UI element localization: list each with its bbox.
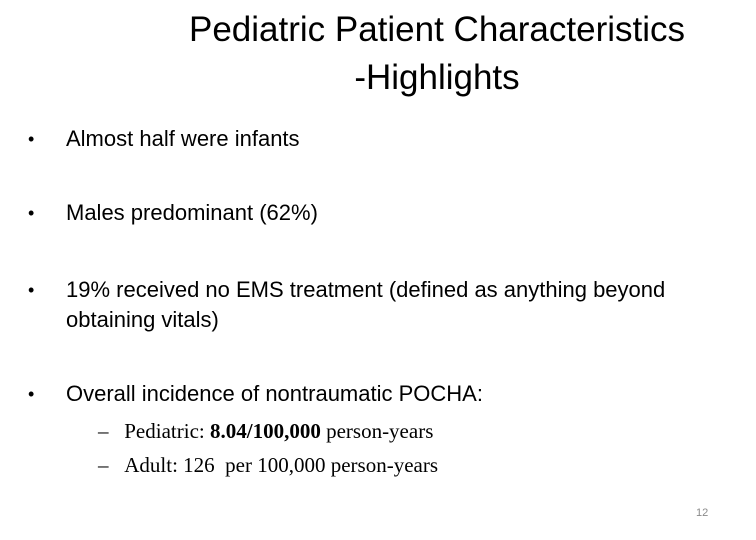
bullet-text: Overall incidence of nontraumatic POCHA: bbox=[66, 381, 483, 406]
bullet-text: Males predominant (62%) bbox=[66, 200, 318, 225]
bullet-dot-icon: • bbox=[28, 384, 35, 404]
bullet-item bbox=[28, 198, 706, 228]
sub-bullet-emphasis: 8.04/100,000 bbox=[209, 419, 321, 443]
page-number: 12 bbox=[696, 507, 709, 519]
sub-bullet-dash-icon: – bbox=[98, 453, 109, 477]
title-line-2: -Highlights bbox=[354, 58, 520, 97]
bullet-text: Almost half were infants bbox=[66, 126, 300, 151]
sub-bullet-item bbox=[98, 417, 433, 445]
title-line-1: Pediatric Patient Characteristics bbox=[188, 10, 686, 49]
sub-bullet-prefix: Pediatric: bbox=[124, 419, 210, 443]
bullet-dot-icon: • bbox=[28, 280, 35, 300]
slide-title bbox=[120, 6, 754, 102]
sub-bullet-spacer bbox=[114, 419, 125, 443]
sub-bullet-dash-icon: – bbox=[98, 419, 109, 443]
sub-bullet-spacer bbox=[114, 453, 125, 477]
bullet-dot-icon: • bbox=[28, 129, 35, 149]
sub-bullet-prefix: Adult: 126 per 100,000 person-years bbox=[124, 453, 439, 477]
bullet-item bbox=[28, 275, 706, 335]
bullet-item bbox=[28, 124, 706, 154]
sub-bullet-suffix: person-years bbox=[320, 419, 434, 443]
bullet-dot-icon: • bbox=[28, 203, 35, 223]
bullet-item bbox=[28, 379, 706, 409]
sub-bullet-item bbox=[98, 451, 438, 479]
bullet-text: 19% received no EMS treatment (defined as anything beyond obtaining vitals) bbox=[66, 277, 666, 332]
